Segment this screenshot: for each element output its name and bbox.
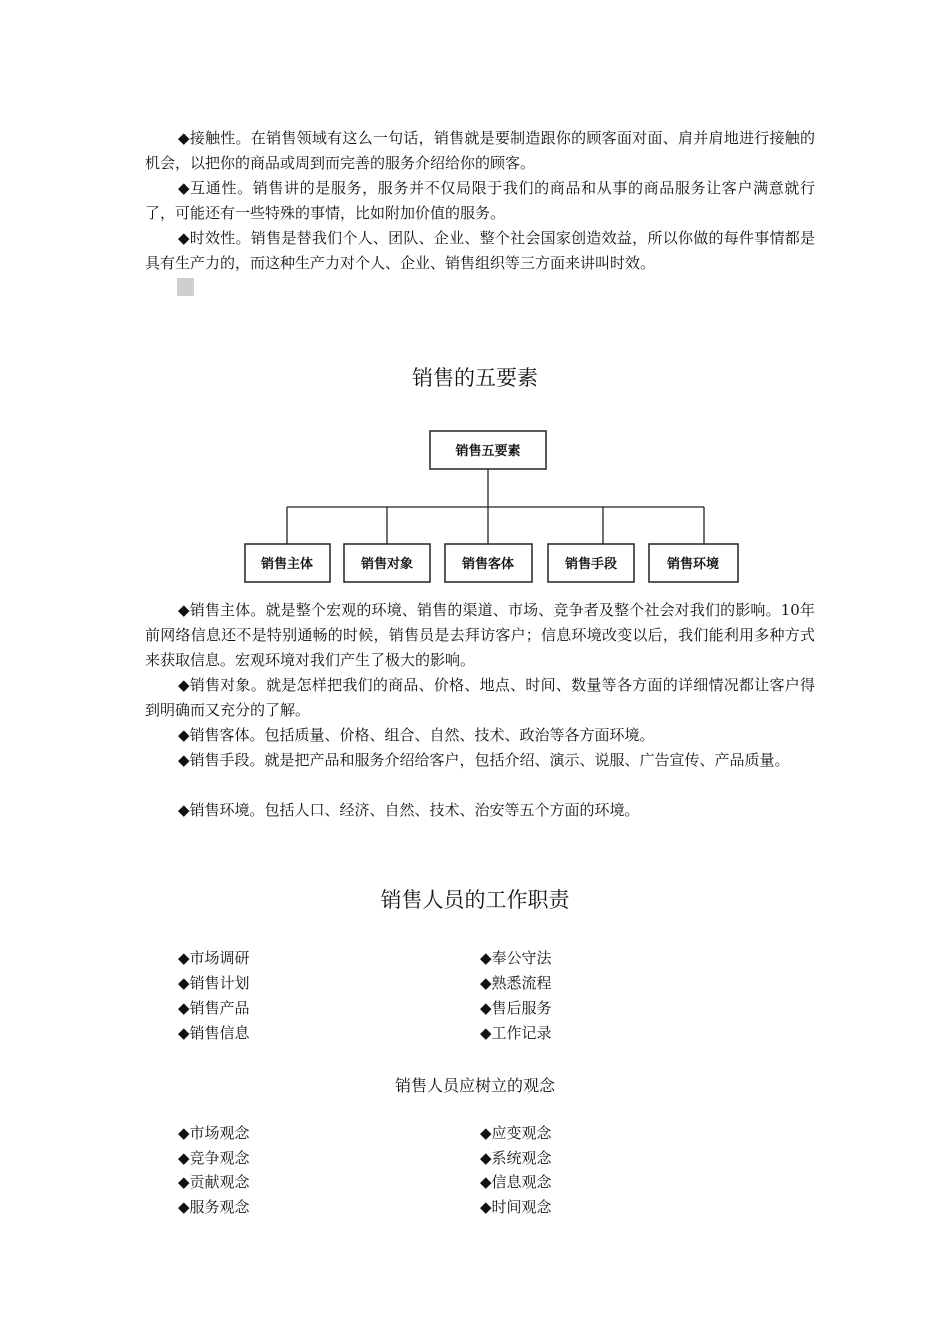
paragraph-subject: ◆销售主体。就是整个宏观的环境、销售的渠道、市场、竞争者及整个社会对我们的影响。10年前网络信息还不是特别通畅的时候，销售员是去拜访客户；信息环境改变以后，我们能利用多种方式来获取信息。宏观环境对我们产生了极大的影响。: [145, 601, 815, 669]
duty-right-item: ◆奉公守法: [480, 949, 552, 967]
concept-left-item: ◆市场观念: [178, 1124, 250, 1142]
concept-left-item: ◆服务观念: [178, 1198, 250, 1216]
paragraph-means: ◆销售手段。就是把产品和服务介绍给客户，包括介绍、演示、说服、广告宣传、产品质量。: [178, 751, 790, 769]
duty-right-item: ◆售后服务: [480, 999, 552, 1017]
concept-right-item: ◆系统观念: [480, 1149, 552, 1167]
paragraph-environment: ◆销售环境。包括人口、经济、自然、技术、治安等五个方面的环境。: [178, 801, 640, 819]
duty-left-item: ◆市场调研: [178, 949, 250, 967]
concept-right-item: ◆应变观念: [480, 1124, 552, 1142]
duty-left-item: ◆销售产品: [178, 999, 250, 1017]
concept-left-item: ◆竞争观念: [178, 1149, 250, 1167]
five-elements-org-chart: [0, 0, 950, 600]
paragraph-object: ◆销售对象。就是怎样把我们的商品、价格、地点、时间、数量等各方面的详细情况都让客户得到明确而又充分的了解。: [145, 676, 815, 719]
duty-right-item: ◆熟悉流程: [480, 974, 552, 992]
child-label-means: 销售手段: [564, 557, 618, 572]
concept-left-item: ◆贡献观念: [178, 1173, 250, 1191]
intro-paragraph-communication: ◆互通性。销售讲的是服务，服务并不仅局限于我们的商品和从事的商品服务让客户满意就行了，可能还有一些特殊的事情，比如附加价值的服务。: [145, 179, 815, 222]
concept-right-item: ◆时间观念: [480, 1198, 552, 1216]
duty-left-item: ◆销售信息: [178, 1024, 250, 1042]
duty-left-item: ◆销售计划: [178, 974, 250, 992]
section-title-concepts: 销售人员应树立的观念: [394, 1076, 555, 1095]
section-title-duties: 销售人员的工作职责: [380, 888, 570, 912]
child-label-subject: 销售主体: [260, 557, 314, 572]
child-label-objectbody: 销售客体: [461, 557, 515, 572]
intro-paragraph-contact: ◆接触性。在销售领域有这么一句话，销售就是要制造跟你的顾客面对面、肩并肩地进行接触的机会，以把你的商品或周到而完善的服务介绍给你的顾客。: [145, 129, 815, 172]
section-title-five-elements: 销售的五要素: [412, 366, 538, 390]
concept-right-item: ◆信息观念: [480, 1173, 552, 1191]
duty-right-item: ◆工作记录: [480, 1024, 552, 1042]
root-box-label: 销售五要素: [455, 444, 521, 459]
child-label-environment: 销售环境: [666, 557, 720, 572]
paragraph-objectbody: ◆销售客体。包括质量、价格、组合、自然、技术、政治等各方面环境。: [178, 726, 655, 744]
intro-paragraph-timeliness: ◆时效性。销售是替我们个人、团队、企业、整个社会国家创造效益，所以你做的每件事情都是具有生产力的，而这种生产力对个人、企业、销售组织等三方面来讲叫时效。: [145, 229, 815, 272]
child-label-object: 销售对象: [360, 557, 414, 572]
